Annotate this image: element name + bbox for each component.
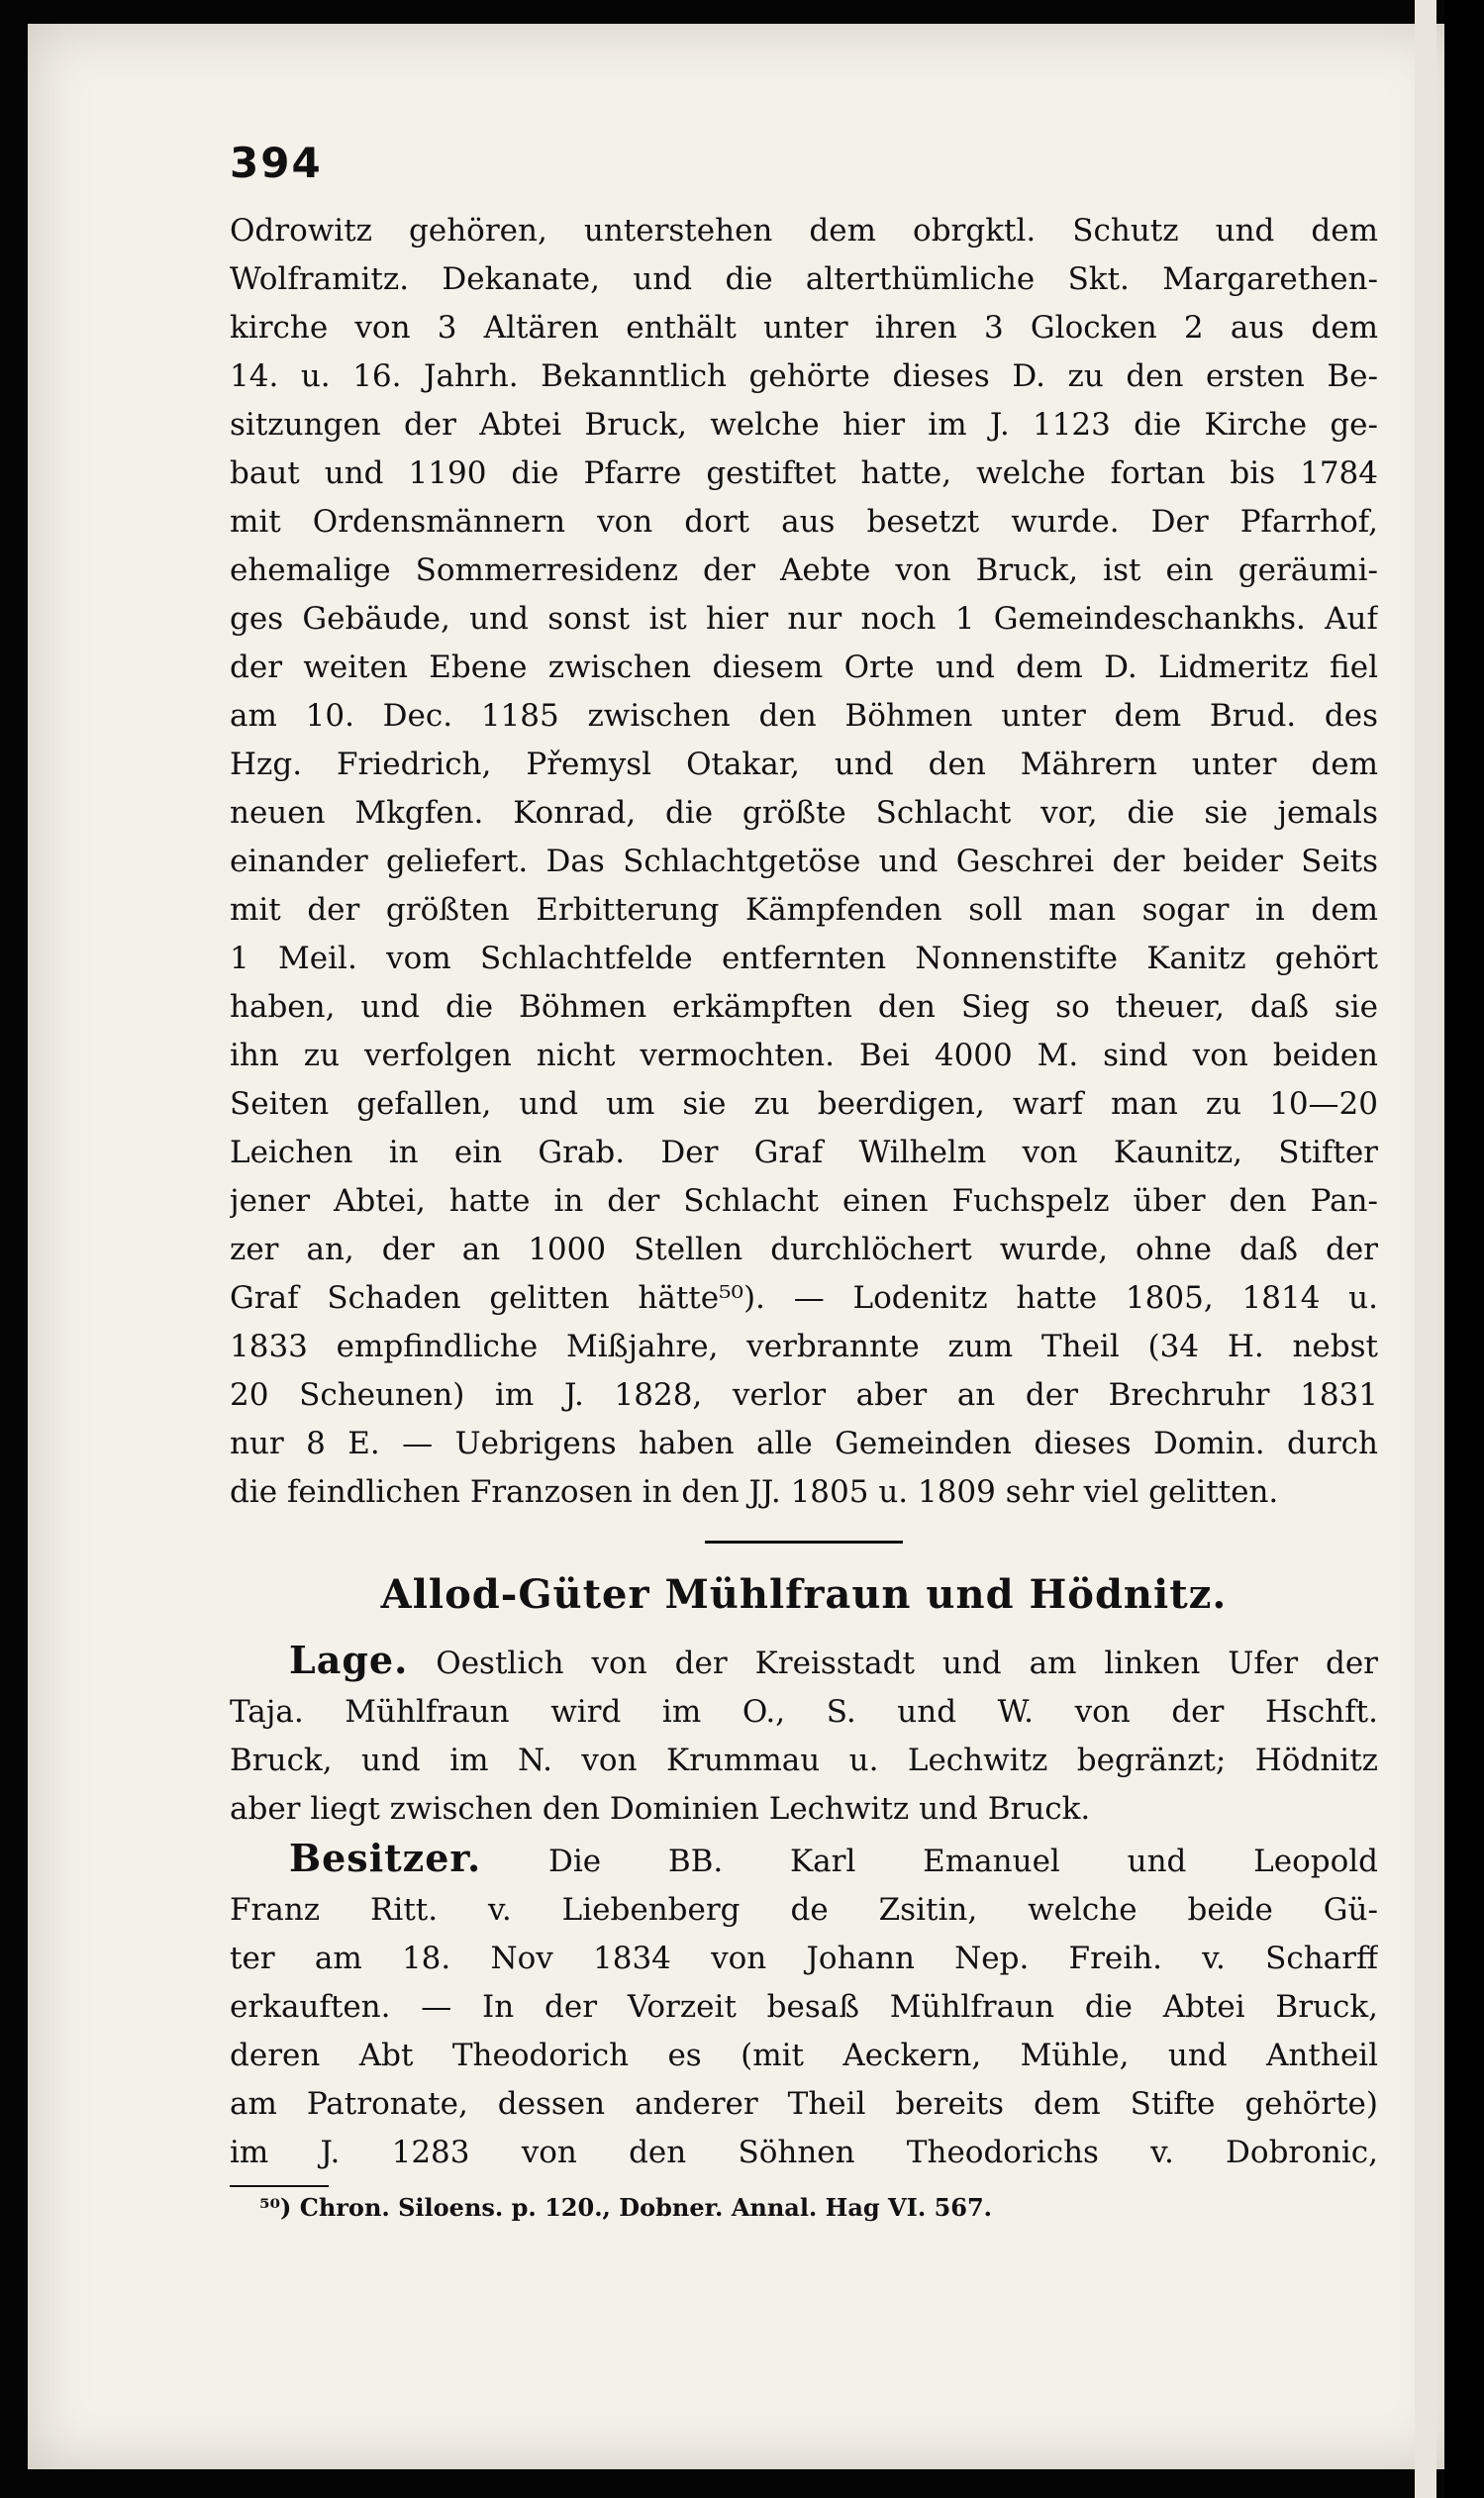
besitzer-first-text: Die BB. Karl Emanuel und Leopold	[547, 1844, 1378, 1879]
besitzer-line: am Patronate, dessen anderer Theil bereits dem Stifte gehörte)	[230, 2086, 1378, 2122]
text-line: 1 Meil. vom Schlachtfelde entfernten Nonnenstifte Kanitz gehört	[230, 941, 1378, 976]
page-content	[230, 139, 1378, 2222]
scan-border	[1444, 0, 1484, 2498]
lage-first-text: Oestlich von der Kreisstadt und am linken Ufer der	[436, 1646, 1378, 1681]
text-line: Odrowitz gehören, unterstehen dem obrgktl. Schutz und dem	[230, 213, 1378, 249]
text-line: haben, und die Böhmen erkämpften den Sieg so theuer, daß sie	[230, 989, 1378, 1025]
text-line: die feindlichen Franzosen in den JJ. 1805 u. 1809 sehr viel gelitten.	[230, 1474, 1279, 1510]
text-line: Leichen in ein Grab. Der Graf Wilhelm von Kaunitz, Stifter	[230, 1135, 1378, 1170]
main-paragraph	[230, 207, 1378, 1517]
besitzer-line: ter am 18. Nov 1834 von Johann Nep. Freih. v. Scharff	[230, 1941, 1378, 1976]
lage-first-line	[230, 1636, 1378, 1688]
text-line: einander geliefert. Das Schlachtgetöse und Geschrei der beider Seits	[230, 844, 1378, 879]
text-line: Wolframitz. Dekanate, und die alterthümliche Skt. Margarethen-	[230, 261, 1378, 297]
section-heading: Allod-Güter Mühlfraun und Hödnitz.	[380, 1571, 1228, 1618]
footnote-divider	[230, 2185, 329, 2187]
besitzer-paragraph	[230, 1834, 1378, 2177]
page-number: 394	[230, 139, 323, 187]
lage-line: aber liegt zwischen den Dominien Lechwitz und Bruck.	[230, 1791, 1091, 1827]
text-line: zer an, der an 1000 Stellen durchlöchert wurde, ohne daß der	[230, 1232, 1378, 1267]
text-line: neuen Mkgfen. Konrad, die größte Schlacht vor, die sie jemals	[230, 795, 1378, 831]
text-line: ges Gebäude, und sonst ist hier nur noch 1 Gemeindeschankhs. Auf	[230, 601, 1378, 637]
text-line: am 10. Dec. 1185 zwischen den Böhmen unter dem Brud. des	[230, 698, 1378, 734]
footnote: ⁵⁰) Chron. Siloens. p. 120., Dobner. Annal. Hag VI. 567.	[259, 2193, 993, 2222]
text-line: jener Abtei, hatte in der Schlacht einen Fuchspelz über den Pan-	[230, 1183, 1378, 1219]
text-line: mit der größten Erbitterung Kämpfenden soll man sogar in dem	[230, 892, 1378, 928]
text-line: Graf Schaden gelitten hätte⁵⁰). — Lodenitz hatte 1805, 1814 u.	[230, 1280, 1378, 1316]
lage-paragraph	[230, 1636, 1378, 1834]
besitzer-first-line	[230, 1834, 1378, 1886]
text-line: Seiten gefallen, und um sie zu beerdigen, warf man zu 10—20	[230, 1086, 1378, 1122]
text-line: 20 Scheunen) im J. 1828, verlor aber an der Brechruhr 1831	[230, 1377, 1378, 1413]
facing-page-edge	[1415, 0, 1436, 2498]
besitzer-line: deren Abt Theodorich es (mit Aeckern, Mühle, und Antheil	[230, 2038, 1378, 2073]
besitzer-line: im J. 1283 von den Söhnen Theodorichs v. Dobronic,	[230, 2135, 1378, 2170]
text-line: ihn zu verfolgen nicht vermochten. Bei 4000 M. sind von beiden	[230, 1038, 1378, 1073]
text-line: kirche von 3 Altären enthält unter ihren 3 Glocken 2 aus dem	[230, 310, 1378, 346]
text-line: Hzg. Friedrich, Přemysl Otakar, und den Mährern unter dem	[230, 747, 1378, 782]
text-line: sitzungen der Abtei Bruck, welche hier im J. 1123 die Kirche ge-	[230, 407, 1378, 443]
text-line: baut und 1190 die Pfarre gestiftet hatte, welche fortan bis 1784	[230, 455, 1378, 491]
besitzer-line: Franz Ritt. v. Liebenberg de Zsitin, welche beide Gü-	[230, 1892, 1378, 1928]
lage-line: Bruck, und im N. von Krummau u. Lechwitz begränzt; Hödnitz	[230, 1743, 1378, 1778]
text-line: mit Ordensmännern von dort aus besetzt wurde. Der Pfarrhof,	[230, 504, 1378, 540]
besitzer-line: erkauften. — In der Vorzeit besaß Mühlfraun die Abtei Bruck,	[230, 1989, 1378, 2025]
lage-line: Taja. Mühlfraun wird im O., S. und W. von der Hschft.	[230, 1694, 1378, 1730]
text-line: ehemalige Sommerresidenz der Aebte von Bruck, ist ein geräumi-	[230, 552, 1378, 588]
text-line: 14. u. 16. Jahrh. Bekanntlich gehörte dieses D. zu den ersten Be-	[230, 358, 1378, 394]
lage-label: Lage.	[289, 1638, 409, 1682]
text-line: nur 8 E. — Uebrigens haben alle Gemeinden dieses Domin. durch	[230, 1426, 1378, 1461]
text-line: 1833 empfindliche Mißjahre, verbrannte zum Theil (34 H. nebst	[230, 1329, 1378, 1364]
text-line: der weiten Ebene zwischen diesem Orte und dem D. Lidmeritz fiel	[230, 649, 1378, 685]
section-divider	[705, 1541, 903, 1544]
besitzer-label: Besitzer.	[289, 1836, 482, 1880]
